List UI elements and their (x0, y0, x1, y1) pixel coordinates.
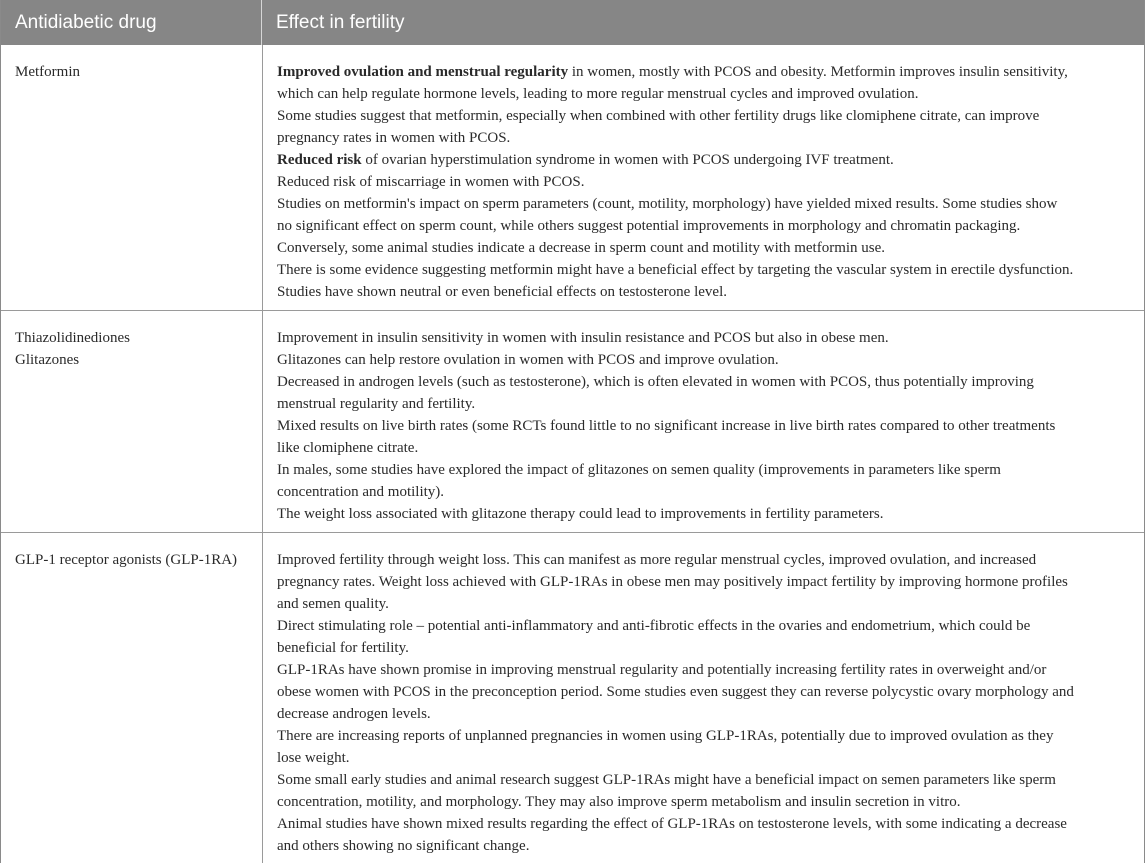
effect-text: menstrual regularity and fertility. (277, 396, 476, 412)
effect-line (277, 371, 1134, 393)
effect-line (277, 703, 1134, 725)
drug-cell (1, 311, 263, 532)
effect-text: Improvement in insulin sensitivity in women with insulin resistance and PCOS but also in obese men. (277, 330, 889, 346)
effect-line (277, 215, 1134, 237)
effect-cell (263, 533, 1144, 863)
effect-text: beneficial for fertility. (277, 640, 409, 656)
effect-text: and semen quality. (277, 596, 389, 612)
effect-text: pregnancy rates. Weight loss achieved with GLP-1RAs in obese men may positively impact fertility by improving hormone profiles (277, 574, 1068, 590)
effect-line (277, 571, 1134, 593)
effect-text: pregnancy rates in women with PCOS. (277, 130, 511, 146)
drug-cell (1, 533, 263, 863)
effect-line (277, 681, 1134, 703)
effect-text: concentration, motility, and morphology. They may also improve sperm metabolism and insulin secretion in vitro. (277, 794, 961, 810)
effect-line (277, 549, 1134, 571)
drug-name: Thiazolidinediones (15, 330, 130, 346)
effect-line (277, 459, 1134, 481)
effect-line (277, 725, 1134, 747)
effect-line (277, 171, 1134, 193)
effect-text: In males, some studies have explored the impact of glitazones on semen quality (improvements in parameters like sperm (277, 462, 1001, 478)
effect-cell (263, 45, 1144, 310)
effect-line (277, 281, 1134, 303)
effect-emphasis: Reduced risk (277, 152, 362, 168)
effect-text: Reduced risk of miscarriage in women with PCOS. (277, 174, 585, 190)
effect-text: Some small early studies and animal research suggest GLP-1RAs might have a beneficial impact on semen parameters like sperm (277, 772, 1056, 788)
effect-text: of ovarian hyperstimulation syndrome in women with PCOS undergoing IVF treatment. (361, 152, 894, 168)
effect-emphasis: Improved ovulation and menstrual regularity (277, 64, 569, 80)
effect-text: GLP-1RAs have shown promise in improving menstrual regularity and potentially increasing fertility rates in overweight and/or (277, 662, 1047, 678)
table-header-row (1, 0, 1144, 45)
effect-line (277, 349, 1134, 371)
effect-cell (263, 311, 1144, 532)
effect-line (277, 813, 1134, 835)
effect-text: Animal studies have shown mixed results regarding the effect of GLP-1RAs on testosterone levels, with some indicating a decrease (277, 816, 1067, 832)
effect-text: lose weight. (277, 750, 350, 766)
table-row-metformin (1, 45, 1144, 311)
header-effect-in-fertility: Effect in fertility (276, 11, 405, 33)
effect-line (277, 149, 1134, 171)
effect-line (277, 791, 1134, 813)
effect-text: and others showing no significant change. (277, 838, 530, 854)
effect-text: in women, mostly with PCOS and obesity. Metformin improves insulin sensitivity, (568, 64, 1068, 80)
drug-name: Metformin (15, 64, 80, 80)
effect-line (277, 437, 1134, 459)
effect-text: Improved fertility through weight loss. This can manifest as more regular menstrual cycles, improved ovulation, and increased (277, 552, 1037, 568)
effect-line (277, 637, 1134, 659)
table-row-thiazolidinediones (1, 311, 1144, 533)
effect-text: Decreased in androgen levels (such as testosterone), which is often elevated in women with PCOS, thus potentially improving (277, 374, 1034, 390)
effect-line (277, 659, 1134, 681)
effect-text: Mixed results on live birth rates (some RCTs found little to no significant increase in live birth rates compared to other treatments (277, 418, 1056, 434)
drug-name: Glitazones (15, 352, 80, 368)
effect-line (277, 61, 1134, 83)
effect-line (277, 193, 1134, 215)
effect-line (277, 769, 1134, 791)
effect-line (277, 327, 1134, 349)
effect-text: There is some evidence suggesting metformin might have a beneficial effect by targeting the vascular system in erectile dysfunction. (277, 262, 1074, 278)
effect-line (277, 481, 1134, 503)
effect-text: like clomiphene citrate. (277, 440, 419, 456)
effect-line (277, 393, 1134, 415)
effect-line (277, 83, 1134, 105)
effect-text: Studies on metformin's impact on sperm parameters (count, motility, morphology) have yielded mixed results. Some studies show (277, 196, 1058, 212)
effect-text: concentration and motility). (277, 484, 445, 500)
effect-text: The weight loss associated with glitazone therapy could lead to improvements in fertility parameters. (277, 506, 884, 522)
effect-line (277, 615, 1134, 637)
effect-text: no significant effect on sperm count, while others suggest potential improvements in morphology and chromatin packaging. (277, 218, 1021, 234)
effect-line (277, 415, 1134, 437)
header-antidiabetic-drug: Antidiabetic drug (1, 0, 262, 45)
effect-text: Glitazones can help restore ovulation in women with PCOS and improve ovulation. (277, 352, 779, 368)
effect-line (277, 127, 1134, 149)
effect-text: Some studies suggest that metformin, especially when combined with other fertility drugs like clomiphene citrate, can improve (277, 108, 1040, 124)
effect-text: Direct stimulating role – potential anti-inflammatory and anti-fibrotic effects in the ovaries and endometrium, which could be (277, 618, 1031, 634)
effect-line (277, 105, 1134, 127)
effect-text: decrease androgen levels. (277, 706, 431, 722)
effect-line (277, 835, 1134, 857)
effect-text: Studies have shown neutral or even beneficial effects on testosterone level. (277, 284, 727, 300)
effect-line (277, 259, 1134, 281)
effect-text: There are increasing reports of unplanned pregnancies in women using GLP-1RAs, potentially due to improved ovulation as they (277, 728, 1054, 744)
effect-line (277, 593, 1134, 615)
table-row-glp1-receptor-agonists (1, 533, 1144, 863)
drug-name: GLP-1 receptor agonists (GLP-1RA) (15, 552, 238, 568)
effect-text: obese women with PCOS in the preconception period. Some studies even suggest they can reverse polycystic ovary morphology and (277, 684, 1074, 700)
effect-text: which can help regulate hormone levels, leading to more regular menstrual cycles and improved ovulation. (277, 86, 919, 102)
effect-line (277, 747, 1134, 769)
drug-cell (1, 45, 263, 310)
effect-text: Conversely, some animal studies indicate a decrease in sperm count and motility with metformin use. (277, 240, 886, 256)
effect-line (277, 503, 1134, 525)
effect-line (277, 237, 1134, 259)
